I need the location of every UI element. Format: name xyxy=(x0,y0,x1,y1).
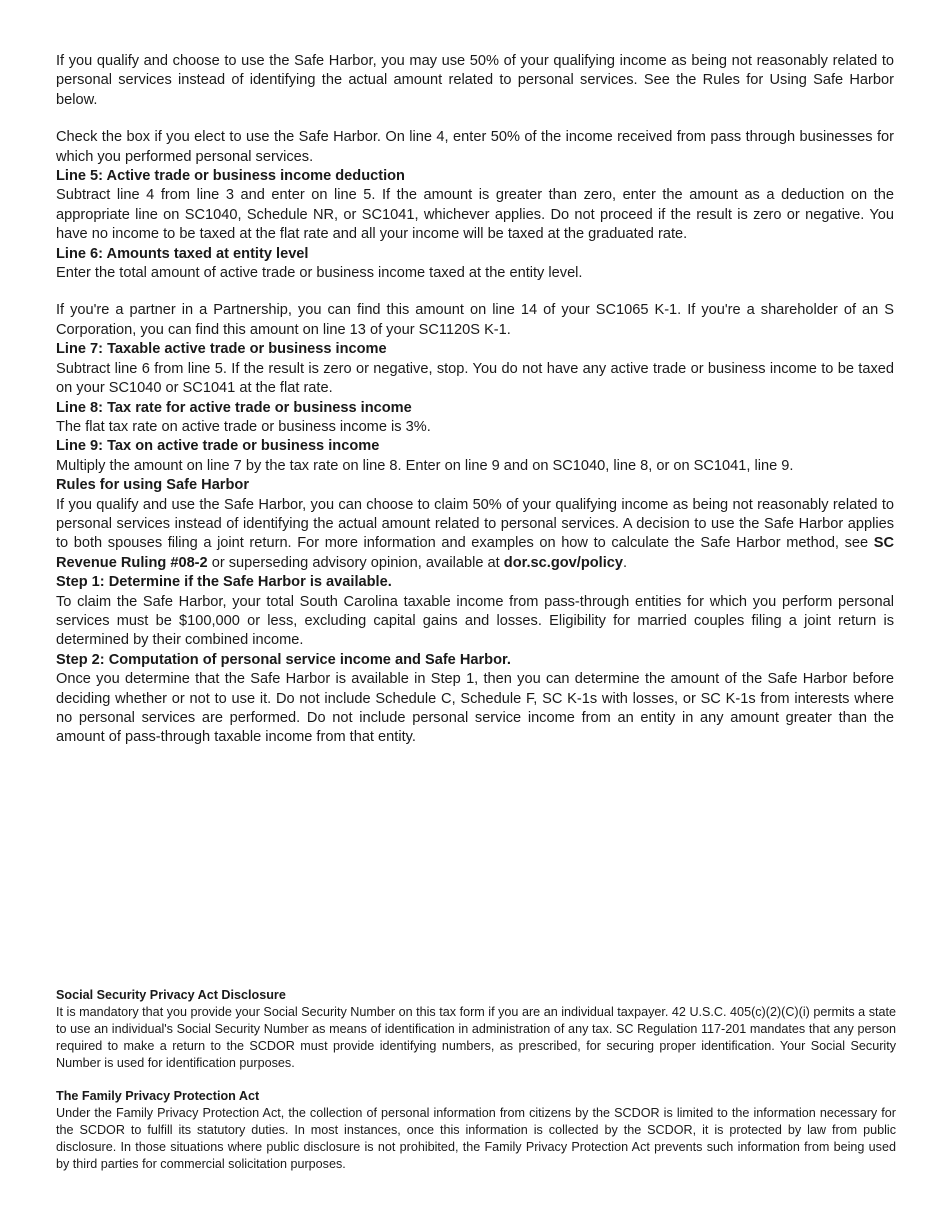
line7-text: Subtract line 6 from line 5. If the result is zero or negative, stop. You do not have any active trade or business income to be taxed on your SC1040 or SC1041 at the flat rate. xyxy=(56,360,894,397)
instructions-body xyxy=(56,52,894,748)
step2-heading: Step 2: Computation of personal service income and Safe Harbor. xyxy=(56,651,511,668)
family-privacy-heading: The Family Privacy Protection Act xyxy=(56,1089,260,1103)
line9-text: Multiply the amount on line 7 by the tax rate on line 8. Enter on line 9 and on SC1040, line 8, or on SC1041, line 9. xyxy=(56,457,794,474)
policy-url: dor.sc.gov/policy xyxy=(503,554,623,571)
step1-heading: Step 1: Determine if the Safe Harbor is available. xyxy=(56,574,392,591)
privacy-act-heading: Social Security Privacy Act Disclosure xyxy=(56,988,286,1002)
line6-text: Enter the total amount of active trade or business income taxed at the entity level. xyxy=(56,265,583,282)
line7-heading: Line 7: Taxable active trade or business income xyxy=(56,341,387,358)
safe-harbor-checkbox-instruction: Check the box if you elect to use the Safe Harbor. On line 4, enter 50% of the income received from pass through businesses for which you performed personal services. xyxy=(56,129,894,165)
rules-heading: Rules for using Safe Harbor xyxy=(56,477,249,494)
line6-text-2: If you're a partner in a Partnership, you can find this amount on line 14 of your SC1065 K-1. If you're a shareholder of an S Corporation, you can find this amount on line 13 of your SC1120S K-1. xyxy=(56,302,894,338)
line5-heading: Line 5: Active trade or business income deduction xyxy=(56,168,405,185)
rules-text: If you qualify and use the Safe Harbor, you can choose to claim 50% of your qualifying income as being not reasonably related to personal services instead of identifying the actual amount related to personal services. A decision to use the Safe Harbor applies to both spouses filing a joint return. For more information and examples on how to calculate the Safe Harbor method, see SC Revenue Ruling #08-2 or superseding advisory opinion, available at dor.sc.gov/policy. xyxy=(56,496,894,571)
privacy-act-text: It is mandatory that you provide your Social Security Number on this tax form if you are an individual taxpayer. 42 U.S.C. 405(c)(2)(C)(i) permits a state to use an individual's Social Security Number as means of identification in administration of any tax. SC Regulation 117-201 mandates that any person required to make a return to the SCDOR must provide identifying numbers, as prescribed, for securing proper identification. Your Social Security Number is used for identification purposes. xyxy=(56,1005,896,1070)
legal-disclosures xyxy=(56,987,896,1173)
family-privacy-text: Under the Family Privacy Protection Act, the collection of personal information from citizens by the SCDOR is limited to the information necessary for the SCDOR to fulfill its statutory duties. In most instances, once this information is collected by the SCDOR, it is protected by law from public disclosure. In those situations where public disclosure is not prohibited, the Family Privacy Protection Act prevents such information from being used by third parties for commercial solicitation purposes. xyxy=(56,1106,896,1171)
line5-text: Subtract line 4 from line 3 and enter on line 5. If the amount is greater than zero, enter the amount as a deduction on the appropriate line on SC1040, Schedule NR, or SC1041, whichever applies. Do not proceed if the result is zero or negative. You have no income to be taxed at the flat rate and all your income will be taxed at the graduated rate. xyxy=(56,187,894,243)
line8-heading: Line 8: Tax rate for active trade or business income xyxy=(56,399,412,416)
step2-text: Once you determine that the Safe Harbor is available in Step 1, then you can determine the amount of the Safe Harbor before deciding whether or not to use it. Do not include Schedule C, Schedule F, SC K-1s with losses, or SC K-1s from interests where no personal services are performed. Do not include personal service income from an entity in any amount greater than the amount of pass-through taxable income from that entity. xyxy=(56,671,894,746)
line9-heading: Line 9: Tax on active trade or business income xyxy=(56,438,380,455)
line6-heading: Line 6: Amounts taxed at entity level xyxy=(56,245,309,262)
revenue-ruling-reference: SC Revenue Ruling #08-2 xyxy=(56,535,894,571)
step1-text: To claim the Safe Harbor, your total South Carolina taxable income from pass-through entities for which you perform personal services must be $100,000 or less, excluding capital gains and losses. Eligibility for married couples filing a joint return is determined by their combined income. xyxy=(56,593,894,649)
intro-paragraph: If you qualify and choose to use the Safe Harbor, you may use 50% of your qualifying income as being not reasonably related to personal services instead of identifying the actual amount related to personal services. See the Rules for Using Safe Harbor below. xyxy=(56,53,894,108)
line8-text: The flat tax rate on active trade or business income is 3%. xyxy=(56,418,431,435)
